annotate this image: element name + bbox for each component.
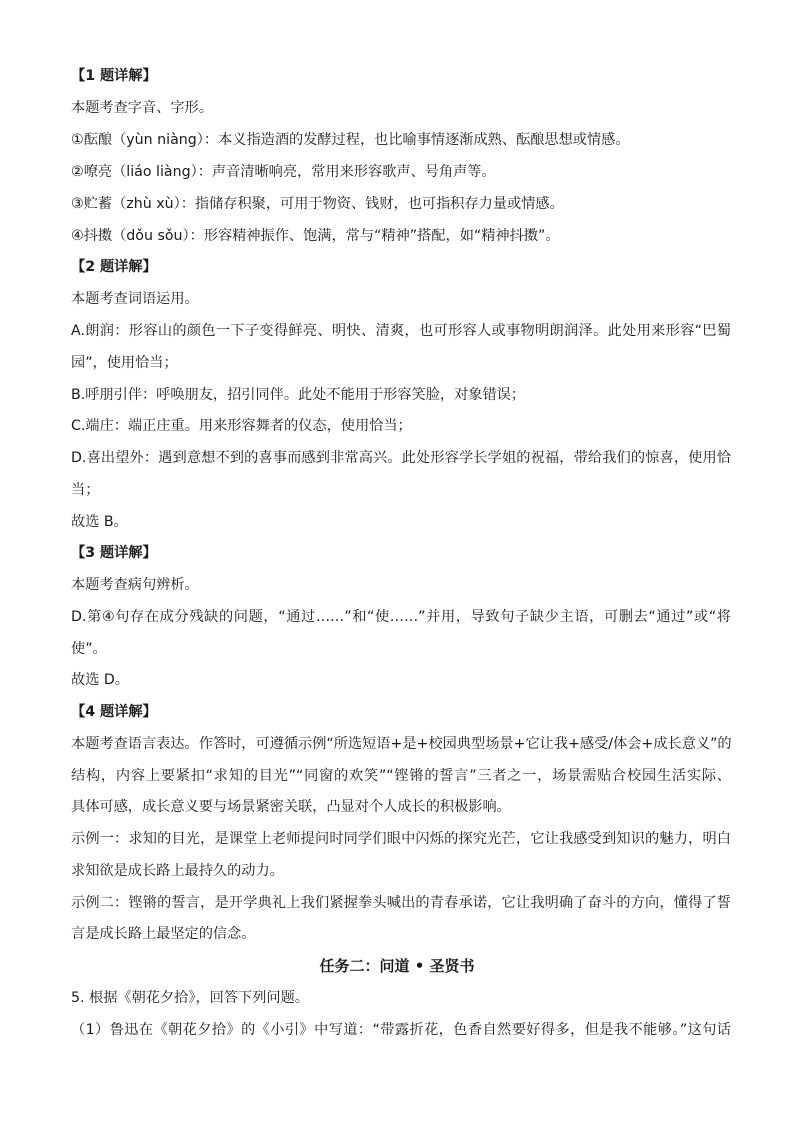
- text-line: 使”。: [71, 641, 107, 657]
- text-line: 具体可感，成长意义要与场景紧密关联，凸显对个人成长的积极影响。: [71, 799, 511, 815]
- text-line: A.朗润：形容山的颜色一下子变得鲜亮、明快、清爽，也可形容人或事物明朗润泽。此处用来形容“巴蜀: [71, 323, 731, 339]
- text-line: ①酝酿（yùn niàng）：本义指造酒的发酵过程，也比喻事情逐渐成熟、酝酿思想或情感。: [71, 132, 630, 148]
- text-line: D.第④句存在成分残缺的问题，“通过……”和“使……”并用，导致句子缺少主语，可删去“通过”或“将: [71, 609, 731, 625]
- text-line: ③贮蓄（zhù xù）：指储存积聚，可用于物资、钱财，也可指积存力量或情感。: [71, 196, 564, 212]
- text-line: 当；: [71, 482, 100, 498]
- text-line: 本题考查字音、字形。: [71, 100, 213, 116]
- text-line: C.端庄：端正庄重。用来形容舞者的仪态，使用恰当；: [71, 418, 412, 434]
- section-heading-q3: 【3 题详解】: [71, 545, 157, 561]
- text-line: 示例一：求知的目光，是课堂上老师提问时同学们眼中闪烁的探究光芒，它让我感受到知识的魅力，明白: [71, 831, 731, 847]
- text-line: 本题考查语言表达。作答时，可遵循示例“所选短语+是+校园典型场景+它让我+感受/体会+成长意义”的: [71, 736, 732, 752]
- text-line: 故选 D。: [71, 672, 129, 688]
- text-line: ④抖擞（dǒu sǒu）：形容精神振作、饱满，常与“精神”搭配，如“精神抖擞”。: [71, 228, 560, 244]
- text-line: D.喜出望外：遇到意想不到的喜事而感到非常高兴。此处形容学长学姐的祝福，带给我们的惊喜，使用恰: [71, 450, 731, 466]
- text-line: 园”，使用恰当；: [71, 355, 178, 371]
- text-line: 示例二：铿锵的誓言，是开学典礼上我们紧握拳头喊出的青春承诺，它让我明确了奋斗的方向，懂得了誓: [71, 895, 731, 911]
- text-line: ②嘹亮（liáo liàng）：声音清晰响亮，常用来形容歌声、号角声等。: [71, 164, 496, 180]
- text-line: 本题考查病句辨析。: [71, 577, 199, 593]
- task-title: 任务二：问道 • 圣贤书: [319, 957, 475, 975]
- question-line: （1）鲁迅在《朝花夕拾》的《小引》中写道：“带露折花，色香自然要好得多，但是我不能够。”这句话: [71, 1022, 731, 1038]
- section-heading-q2: 【2 题详解】: [71, 259, 157, 275]
- question-line: 5. 根据《朝花夕拾》，回答下列问题。: [71, 990, 309, 1006]
- text-line: 本题考查词语运用。: [71, 291, 199, 307]
- section-heading-q4: 【4 题详解】: [71, 704, 157, 720]
- text-line: 言是成长路上最坚定的信念。: [71, 926, 256, 942]
- text-line: B.呼朋引伴：呼唤朋友，招引同伴。此处不能用于形容笑脸，对象错误；: [71, 387, 526, 403]
- text-line: 故选 B。: [71, 514, 128, 530]
- section-heading-q1: 【1 题详解】: [71, 68, 157, 84]
- text-line: 求知欲是成长路上最持久的动力。: [71, 863, 284, 879]
- text-line: 结构，内容上要紧扣“求知的目光”“同窗的欢笑”“铿锵的誓言”三者之一，场景需贴合校园生活实际、: [71, 768, 731, 784]
